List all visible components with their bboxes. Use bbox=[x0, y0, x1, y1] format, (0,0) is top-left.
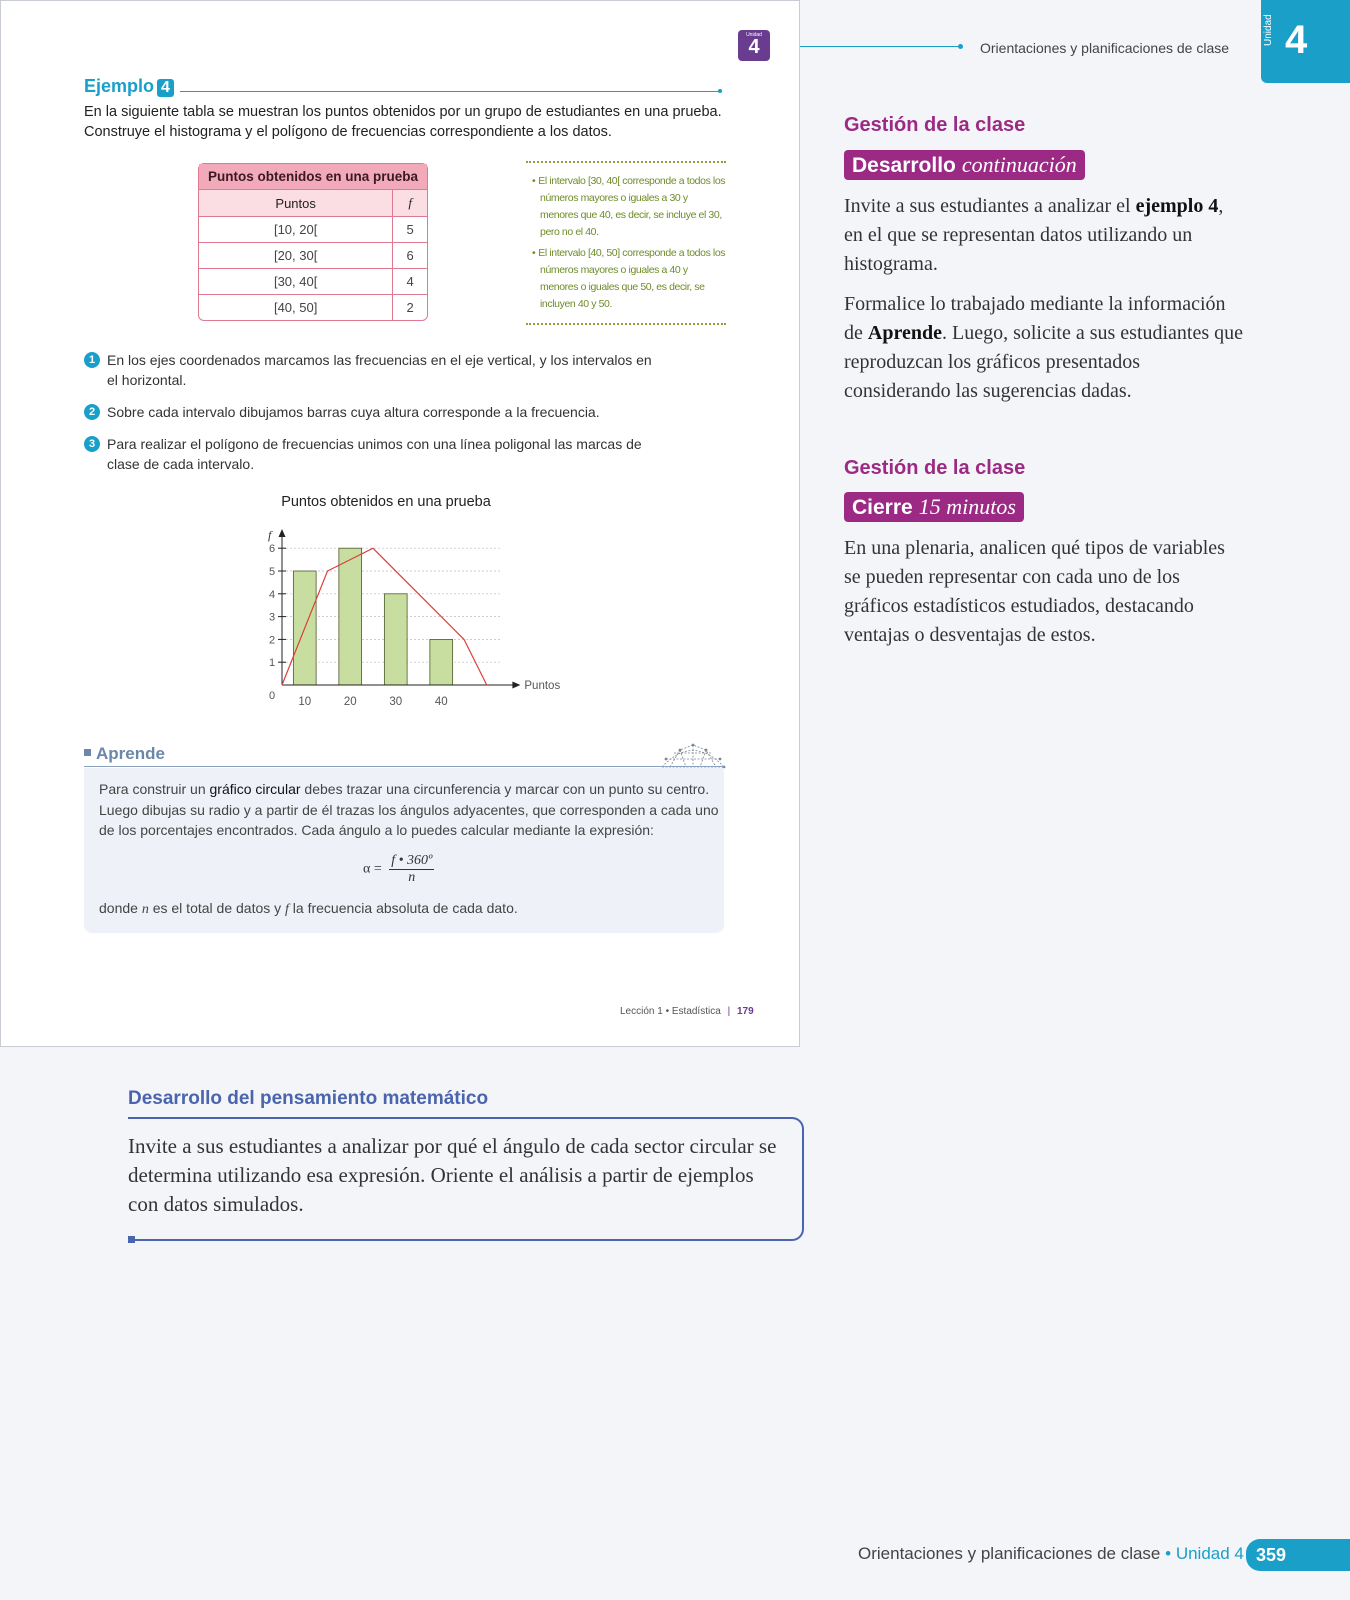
table-cell-interval: [40, 50] bbox=[199, 295, 393, 321]
table-header-f: f bbox=[393, 190, 427, 217]
guide-footer bbox=[858, 1544, 1244, 1564]
histogram-bar bbox=[384, 594, 407, 685]
guide-header: Orientaciones y planificaciones de clase bbox=[980, 40, 1230, 56]
aprende-title: Aprende bbox=[96, 744, 165, 763]
aprende-bold-term: gráfico circular bbox=[209, 781, 301, 797]
table-cell-interval: [10, 20[ bbox=[199, 217, 393, 243]
y-axis-arrow bbox=[279, 529, 286, 537]
guide-footer-text: Orientaciones y planificaciones de clase bbox=[858, 1544, 1161, 1563]
gestion-heading-2: Gestión de la clase bbox=[844, 457, 1026, 479]
gestion-heading-1: Gestión de la clase bbox=[844, 114, 1026, 136]
phase-pill-cierre bbox=[844, 492, 1024, 522]
footer-lesson: Lección 1 • Estadística bbox=[620, 1006, 721, 1017]
x-axis-arrow bbox=[512, 682, 520, 689]
y-tick-label: 2 bbox=[268, 634, 276, 647]
aprende-text-part: debes trazar una circunferencia y marcar con un punto su centro. Luego dibujas su radio y a partir de él trazas los ángulos adyacentes, que corresponden a cada uno de los porcentajes encontrados. Cada ángulo a lo puedes calcular mediante la expresión: bbox=[99, 781, 719, 838]
teacher-paragraph-1 bbox=[844, 192, 1244, 279]
pill-detail: continuación bbox=[961, 152, 1077, 177]
aprende-text bbox=[99, 779, 719, 841]
chart-title: Puntos obtenidos en una prueba bbox=[281, 494, 491, 510]
table-row bbox=[199, 295, 427, 321]
x-tick-label: 10 bbox=[298, 696, 312, 708]
side-note-text: El intervalo [40, 50] corresponde a todos los números mayores o iguales a 40 y menores o iguales que 50, es decir, se incluyen 40 y 50. bbox=[538, 247, 726, 310]
guide-page-number: 359 bbox=[1246, 1539, 1350, 1571]
unit-tab bbox=[1261, 0, 1350, 83]
table-row bbox=[199, 269, 427, 295]
ejemplo-rule-dot bbox=[718, 89, 722, 93]
y-tick-label: 4 bbox=[268, 588, 276, 601]
aprende-donde bbox=[99, 900, 518, 918]
ejemplo-intro: En la siguiente tabla se muestran los puntos obtenidos por un grupo de estudiantes en una prueba. Construye el histograma y el polígono de frecuencias correspondiente a los datos. bbox=[84, 104, 722, 140]
table-cell-f: 6 bbox=[393, 243, 427, 269]
paragraph-bold: Aprende bbox=[867, 322, 942, 344]
phase-pill-desarrollo bbox=[844, 150, 1085, 180]
step-text: Sobre cada intervalo dibujamos barras cuya altura corresponde a la frecuencia. bbox=[107, 404, 600, 420]
unit-badge-label: Unidad bbox=[746, 32, 762, 38]
aprende-text-part: Para construir un bbox=[99, 781, 210, 797]
y-tick-label: 3 bbox=[268, 611, 276, 624]
y-axis-label: f bbox=[268, 528, 272, 542]
teacher-paragraph-2 bbox=[844, 290, 1244, 406]
step-number: 2 bbox=[84, 404, 100, 420]
footer-separator: | bbox=[727, 1006, 731, 1017]
x-axis-label: Puntos bbox=[524, 680, 561, 692]
table-row bbox=[199, 217, 427, 243]
unit-tab-number: 4 bbox=[1285, 18, 1308, 62]
step-1 bbox=[84, 350, 664, 390]
unit-tab-label: Unidad bbox=[1263, 14, 1274, 46]
footer-page-number: 179 bbox=[736, 1006, 754, 1017]
side-notes bbox=[526, 161, 726, 325]
x-tick-label: 30 bbox=[389, 696, 403, 708]
ejemplo-number: 4 bbox=[157, 79, 174, 97]
guide-footer-dot: • bbox=[1165, 1544, 1172, 1563]
pill-label: Desarrollo bbox=[852, 154, 956, 177]
step-number: 3 bbox=[84, 436, 100, 452]
formula-numerator: f • 360º bbox=[391, 853, 433, 868]
aprende-square-icon bbox=[84, 749, 91, 756]
unit-badge bbox=[738, 30, 770, 61]
table-caption: Puntos obtenidos en una prueba bbox=[199, 164, 427, 190]
angle-formula bbox=[363, 853, 434, 886]
frequency-table bbox=[198, 163, 428, 321]
donde-text: donde bbox=[99, 900, 142, 916]
y-tick-label: 6 bbox=[268, 543, 276, 556]
pill-label: Cierre bbox=[852, 496, 913, 519]
aprende-heading bbox=[84, 744, 165, 764]
table-row bbox=[199, 243, 427, 269]
x-tick-label: 40 bbox=[434, 696, 448, 708]
header-rule bbox=[800, 46, 960, 47]
table-cell-interval: [20, 30[ bbox=[199, 243, 393, 269]
ejemplo-heading bbox=[84, 76, 174, 97]
y-tick-label: 1 bbox=[268, 657, 276, 670]
y-tick-label: 5 bbox=[268, 566, 276, 578]
ejemplo-rule bbox=[180, 91, 720, 92]
step-3 bbox=[84, 434, 664, 474]
header-rule-dot bbox=[958, 44, 963, 49]
ejemplo-title: Ejemplo bbox=[84, 76, 155, 96]
table-cell-f: 2 bbox=[393, 295, 427, 321]
student-page-footer bbox=[620, 1006, 754, 1017]
donde-var-n: n bbox=[141, 902, 149, 917]
pill-detail: 15 minutos bbox=[918, 494, 1016, 519]
aprende-rule bbox=[84, 766, 724, 767]
origin-label: 0 bbox=[268, 690, 276, 702]
step-text: En los ejes coordenados marcamos las frecuencias en el eje vertical, y los intervalos en el horizontal. bbox=[107, 352, 652, 388]
table-header-puntos: Puntos bbox=[199, 190, 393, 217]
formula-fraction bbox=[389, 853, 434, 886]
unit-badge-number: 4 bbox=[748, 36, 760, 58]
histogram-bar bbox=[339, 548, 362, 685]
paragraph-text: Invite a sus estudiantes a analizar el bbox=[844, 195, 1136, 217]
guide-footer-unit: Unidad 4 bbox=[1175, 1544, 1244, 1563]
paragraph-bold: ejemplo 4 bbox=[1135, 195, 1219, 217]
donde-text: es el total de datos y bbox=[148, 900, 286, 916]
donde-var-f: f bbox=[285, 902, 289, 917]
step-number: 1 bbox=[84, 352, 100, 368]
dpm-title: Desarrollo del pensamiento matemático bbox=[128, 1088, 489, 1109]
table-cell-f: 4 bbox=[393, 269, 427, 295]
donde-text: la frecuencia absoluta de cada dato. bbox=[288, 900, 518, 916]
paragraph-text: , en el que se representan datos utilizando un histograma. bbox=[844, 195, 1224, 275]
formula-lhs: α = bbox=[363, 861, 382, 877]
table-cell-f: 5 bbox=[393, 217, 427, 243]
histogram-bar bbox=[430, 639, 453, 685]
side-note-text: El intervalo [30, 40[ corresponde a todos los números mayores o iguales a 30 y menores que 40, es decir, se incluye el 30, pero no el 40. bbox=[538, 175, 726, 238]
teacher-paragraph-3: En una plenaria, analicen qué tipos de variables se pueden representar con cada uno de los gráficos estadísticos estudiados, destacando ventajas o desventajas de estos. bbox=[844, 537, 1225, 646]
dpm-square-icon bbox=[128, 1236, 135, 1243]
step-2 bbox=[84, 402, 664, 422]
dpm-text: Invite a sus estudiantes a analizar por qué el ángulo de cada sector circular se determina utilizando esa expresión. Oriente el análisis a partir de ejemplos con datos simulados. bbox=[128, 1134, 777, 1216]
x-tick-label: 20 bbox=[343, 696, 357, 708]
side-note: • El intervalo [30, 40[ corresponde a todos los números mayores o iguales a 30 y menores que 40, es decir, se incluye el 30, pero no el 40. bbox=[532, 175, 726, 238]
side-note: • El intervalo [40, 50] corresponde a todos los números mayores o iguales a 40 y menores o iguales que 50, es decir, se incluyen 40 y 50. bbox=[532, 247, 726, 310]
formula-denominator: n bbox=[408, 870, 416, 885]
table-cell-interval: [30, 40[ bbox=[199, 269, 393, 295]
paragraph-text: . Luego, solicite a sus estudiantes que reproduzcan los gráficos presentados considerando las sugerencias dadas. bbox=[844, 322, 1244, 402]
step-text: Para realizar el polígono de frecuencias unimos con una línea poligonal las marcas de clase de cada intervalo. bbox=[107, 436, 642, 472]
paragraph-text: Formalice lo trabajado mediante la información de bbox=[844, 293, 1226, 344]
histogram-chart bbox=[255, 525, 561, 715]
